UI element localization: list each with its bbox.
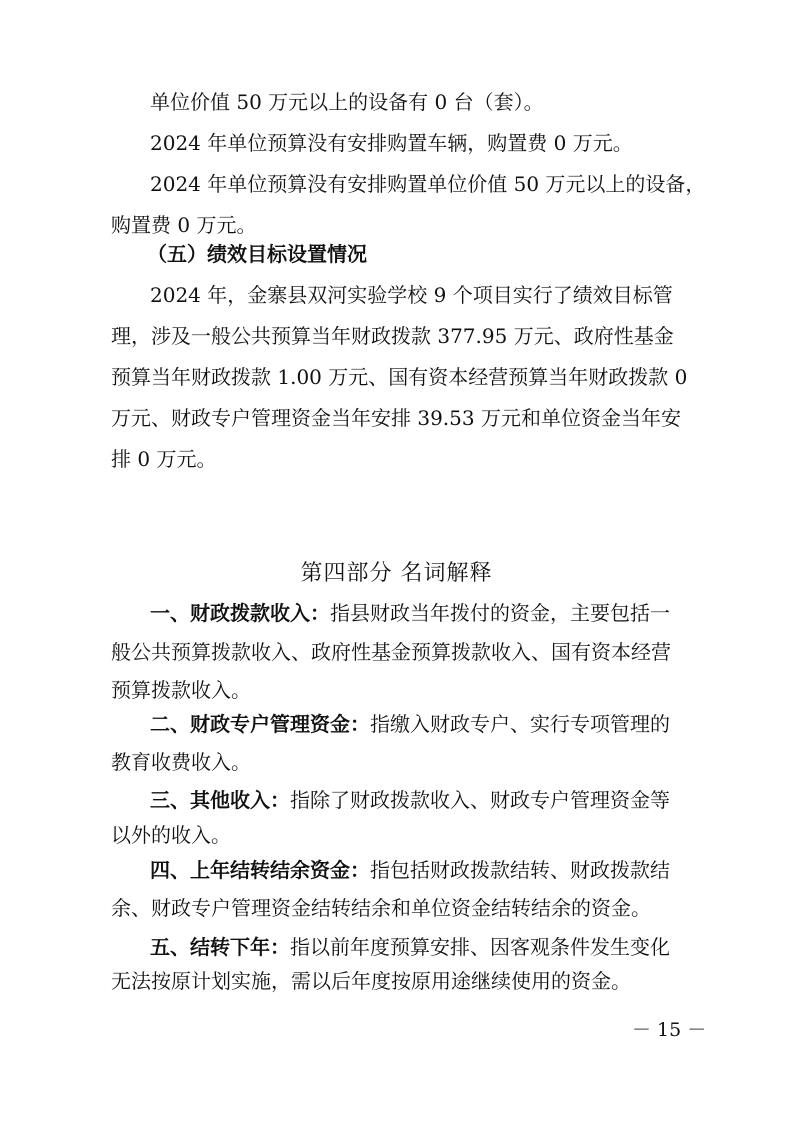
paragraph-line: 以外的收入。 xyxy=(111,823,231,847)
glossary-definition: 指包括财政拨款结转、财政拨款结 xyxy=(370,858,670,882)
paragraph-line: 教育收费收入。 xyxy=(111,750,251,774)
paragraph-line: 预算拨款收入。 xyxy=(111,678,251,702)
glossary-entry xyxy=(150,858,670,882)
section-heading: （五）绩效目标设置情况 xyxy=(147,242,367,266)
glossary-entry xyxy=(150,788,670,812)
glossary-definition: 指县财政当年拨付的资金，主要包括一 xyxy=(330,601,670,625)
glossary-entry xyxy=(150,935,670,959)
paragraph-line: 理，涉及一般公共预算当年财政拨款 377.95 万元、政府性基金 xyxy=(111,324,674,348)
glossary-term: 三、其他收入： xyxy=(150,788,290,812)
paragraph-line: 万元、财政专户管理资金当年安排 39.53 万元和单位资金当年安 xyxy=(111,406,681,430)
paragraph-line: 预算当年财政拨款 1.00 万元、国有资本经营预算当年财政拨款 0 xyxy=(111,365,688,389)
paragraph-line: 余、财政专户管理资金结转结余和单位资金结转结余的资金。 xyxy=(111,896,651,920)
glossary-term: 二、财政专户管理资金： xyxy=(150,712,370,736)
glossary-term: 五、结转下年： xyxy=(150,935,290,959)
glossary-entry xyxy=(150,601,670,625)
glossary-definition: 指缴入财政专户、实行专项管理的 xyxy=(370,712,670,736)
glossary-term: 一、财政拨款收入： xyxy=(150,601,330,625)
part-heading: 第四部分 名词解释 xyxy=(300,561,493,586)
paragraph-line: 2024 年，金寨县双河实验学校 9 个项目实行了绩效目标管 xyxy=(150,283,673,307)
paragraph-line: 单位价值 50 万元以上的设备有 0 台（套）。 xyxy=(150,90,544,114)
glossary-definition: 指除了财政拨款收入、财政专户管理资金等 xyxy=(290,788,670,812)
paragraph-line: 无法按原计划实施，需以后年度按原用途继续使用的资金。 xyxy=(111,969,631,993)
paragraph-line: 购置费 0 万元。 xyxy=(111,213,257,237)
paragraph-line: 般公共预算拨款收入、政府性基金预算拨款收入、国有资本经营 xyxy=(111,640,671,664)
page-number: － 15 － xyxy=(632,1019,707,1041)
glossary-definition: 指以前年度预算安排、因客观条件发生变化 xyxy=(290,935,670,959)
glossary-term: 四、上年结转结余资金： xyxy=(150,858,370,882)
paragraph-line: 排 0 万元。 xyxy=(111,447,217,471)
paragraph-line: 2024 年单位预算没有安排购置车辆，购置费 0 万元。 xyxy=(150,131,633,155)
paragraph-line: 2024 年单位预算没有安排购置单位价值 50 万元以上的设备， xyxy=(150,172,706,196)
glossary-entry xyxy=(150,712,670,736)
